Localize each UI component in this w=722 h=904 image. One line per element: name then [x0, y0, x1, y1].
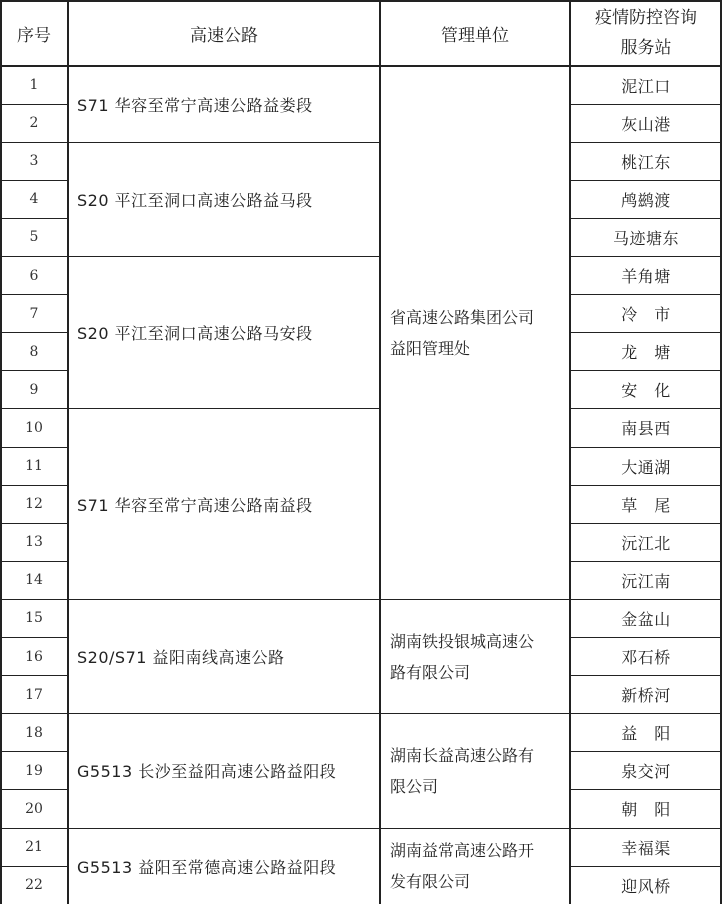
seq-number-cell: 20 — [25, 800, 43, 817]
seq-number-cell: 8 — [29, 343, 39, 360]
grid-line-horizontal — [68, 256, 380, 257]
seq-number-cell: 19 — [25, 762, 43, 779]
manager-line1: 湖南长益高速公路有 — [390, 745, 535, 765]
station-cell: 大通湖 — [621, 457, 671, 477]
grid-line-horizontal — [0, 294, 68, 295]
header-station-line1: 疫情防控咨询 — [595, 8, 697, 28]
station-cell: 鸬鹚渡 — [621, 190, 671, 210]
seq-number-cell: 2 — [29, 115, 39, 132]
grid-line-horizontal — [0, 561, 68, 562]
grid-line-horizontal — [0, 751, 68, 752]
manager-line2: 发有限公司 — [390, 872, 471, 892]
grid-line-horizontal — [0, 104, 68, 105]
seq-number-cell: 16 — [25, 648, 43, 665]
grid-line-horizontal — [570, 180, 722, 181]
seq-number-cell: 1 — [29, 77, 39, 94]
station-cell: 新桥河 — [621, 686, 671, 706]
grid-line-horizontal — [570, 104, 722, 105]
grid-line-horizontal — [0, 408, 68, 409]
station-cell: 冷 市 — [621, 305, 671, 325]
grid-line-horizontal — [68, 142, 380, 143]
manager-line1: 省高速公路集团公司 — [390, 307, 535, 327]
grid-line-horizontal — [0, 523, 68, 524]
grid-line-horizontal — [0, 599, 68, 600]
seq-number-cell: 14 — [25, 572, 43, 589]
station-cell: 草 尾 — [621, 495, 671, 515]
road-name-cell: S20 平江至洞口高速公路益马段 — [77, 190, 313, 210]
grid-line-horizontal — [570, 675, 722, 676]
grid-line-horizontal — [570, 485, 722, 486]
seq-number-cell: 22 — [25, 877, 43, 894]
grid-line-vertical — [569, 0, 570, 904]
station-cell: 南县西 — [621, 419, 671, 439]
header-seq: 序号 — [17, 25, 51, 46]
station-cell: 泥江口 — [621, 76, 671, 96]
station-cell: 龙 塘 — [621, 343, 671, 363]
grid-line-horizontal — [0, 866, 68, 867]
seq-number-cell: 6 — [29, 267, 39, 284]
station-cell: 泉交河 — [621, 762, 671, 782]
grid-line-vertical — [0, 0, 1, 904]
header-road: 高速公路 — [190, 25, 258, 46]
grid-line-horizontal — [0, 218, 68, 219]
road-name-cell: S71 华容至常宁高速公路南益段 — [77, 495, 313, 515]
grid-line-horizontal — [0, 370, 68, 371]
header-manager: 管理单位 — [441, 25, 509, 46]
grid-line-vertical — [379, 0, 380, 904]
grid-line-horizontal — [0, 675, 68, 676]
grid-line-horizontal — [0, 637, 68, 638]
seq-number-cell: 5 — [29, 229, 39, 246]
seq-number-cell: 13 — [25, 534, 43, 551]
station-cell: 马迹塘东 — [612, 228, 679, 248]
grid-line-horizontal — [380, 713, 570, 714]
manager-cell — [380, 714, 570, 828]
grid-line-vertical — [67, 0, 68, 904]
station-cell: 桃江东 — [621, 152, 671, 172]
manager-line2: 益阳管理处 — [390, 338, 471, 358]
road-name-cell: G5513 益阳至常德高速公路益阳段 — [77, 857, 337, 877]
station-cell: 益 阳 — [621, 724, 671, 744]
seq-number-cell: 15 — [25, 610, 43, 627]
grid-line-horizontal — [0, 142, 68, 143]
grid-line-horizontal — [570, 866, 722, 867]
seq-number-cell: 10 — [25, 419, 43, 436]
station-cell: 安 化 — [621, 381, 671, 401]
grid-line-horizontal — [0, 180, 68, 181]
grid-line-horizontal — [570, 332, 722, 333]
seq-number-cell: 4 — [29, 191, 39, 208]
grid-line-horizontal — [570, 637, 722, 638]
manager-line2: 路有限公司 — [390, 662, 471, 682]
manager-cell — [380, 599, 570, 713]
station-cell: 羊角塘 — [621, 267, 671, 287]
seq-number-cell: 3 — [29, 153, 39, 170]
grid-line-horizontal — [0, 332, 68, 333]
seq-number-cell: 7 — [29, 305, 39, 322]
grid-line-horizontal — [68, 713, 380, 714]
station-cell: 沅江南 — [621, 571, 671, 591]
road-name-cell: S20/S71 益阳南线高速公路 — [77, 648, 285, 668]
grid-line-horizontal — [0, 485, 68, 486]
grid-line-horizontal — [0, 0, 722, 2]
grid-line-horizontal — [570, 828, 722, 829]
grid-line-horizontal — [68, 408, 380, 409]
grid-line-horizontal — [570, 142, 722, 143]
station-cell: 朝 阳 — [621, 800, 671, 820]
grid-line-horizontal — [570, 751, 722, 752]
station-cell: 灰山港 — [621, 114, 671, 134]
grid-line-horizontal — [0, 789, 68, 790]
grid-line-horizontal — [570, 294, 722, 295]
grid-line-horizontal — [0, 256, 68, 257]
grid-line-horizontal — [380, 828, 570, 829]
grid-line-horizontal — [0, 828, 68, 829]
grid-line-horizontal — [0, 447, 68, 448]
station-cell: 幸福渠 — [621, 838, 671, 858]
grid-line-horizontal — [570, 256, 722, 257]
station-cell: 迎风桥 — [621, 876, 671, 896]
grid-line-horizontal — [570, 561, 722, 562]
station-cell: 金盆山 — [621, 609, 671, 629]
manager-line1: 湖南益常高速公路开 — [390, 841, 535, 861]
manager-line1: 湖南铁投银城高速公 — [390, 631, 535, 651]
seq-number-cell: 11 — [25, 458, 43, 475]
manager-line2: 限公司 — [390, 776, 439, 796]
grid-line-horizontal — [570, 218, 722, 219]
header-station — [570, 0, 722, 66]
grid-line-horizontal — [570, 599, 722, 600]
grid-line-horizontal — [0, 65, 722, 67]
seq-number-cell: 21 — [25, 839, 43, 856]
seq-number-cell: 9 — [29, 381, 39, 398]
grid-line-horizontal — [570, 408, 722, 409]
grid-line-horizontal — [570, 370, 722, 371]
seq-number-cell: 18 — [25, 724, 43, 741]
grid-line-horizontal — [570, 523, 722, 524]
grid-line-horizontal — [0, 713, 68, 714]
grid-line-horizontal — [68, 828, 380, 829]
grid-line-horizontal — [570, 789, 722, 790]
grid-line-horizontal — [380, 599, 570, 600]
grid-line-vertical — [720, 0, 721, 904]
road-name-cell: S20 平江至洞口高速公路马安段 — [77, 324, 313, 344]
grid-line-horizontal — [570, 447, 722, 448]
seq-number-cell: 12 — [25, 496, 43, 513]
header-station-line2: 服务站 — [620, 38, 672, 58]
grid-line-horizontal — [570, 713, 722, 714]
station-cell: 邓石桥 — [621, 648, 671, 668]
grid-line-horizontal — [68, 599, 380, 600]
seq-number-cell: 17 — [25, 686, 43, 703]
manager-cell — [380, 66, 570, 599]
manager-cell — [380, 828, 570, 904]
station-cell: 沅江北 — [621, 533, 671, 553]
road-name-cell: G5513 长沙至益阳高速公路益阳段 — [77, 762, 337, 782]
road-name-cell: S71 华容至常宁高速公路益娄段 — [77, 95, 313, 115]
